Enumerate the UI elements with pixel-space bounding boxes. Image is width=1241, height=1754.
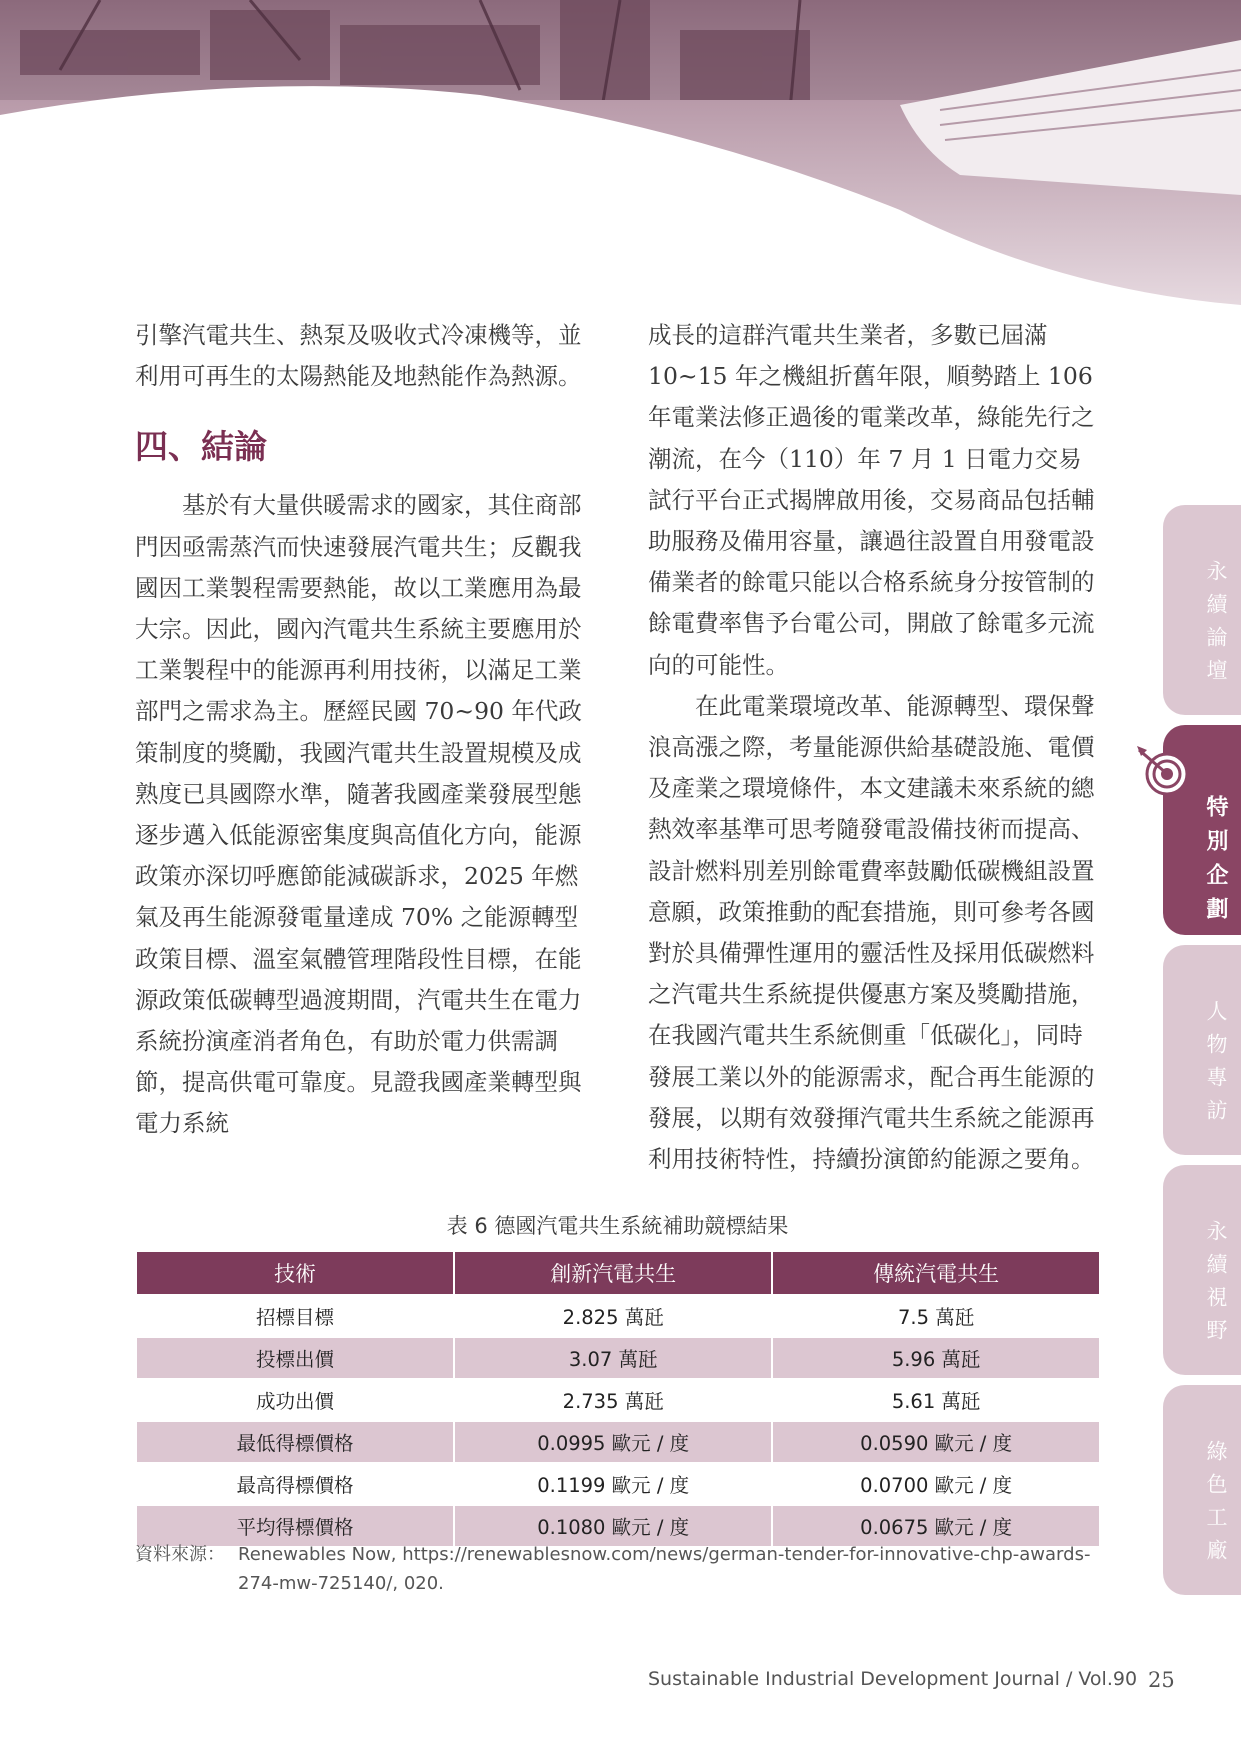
table-source [135,1540,1115,1598]
table-cell: 0.1080 歐元 / 度 [455,1506,771,1546]
table-cell: 平均得標價格 [137,1506,453,1546]
right-paragraph-2: 在此電業環境改革、能源轉型、環保聲浪高漲之際，考量能源供給基礎設施、電價及產業之環境條件，本文建議未來系統的總熱效率基準可思考隨發電設備技術而提高、設計燃料別差別餘電費率鼓勵低碳機組設置意願，政策推動的配套措施，則可參考各國對於具備彈性運用的靈活性及採用低碳燃料之汽電共生系統提供優惠方案及獎勵措施，在我國汽電共生系統側重「低碳化」，同時發展工業以外的能源需求，配合再生能源的發展，以期有效發揮汽電共生系統之能源再利用技術特性，持續扮演節約能源之要角。 [648,691,1095,1174]
table-cell: 0.1199 歐元 / 度 [537,1474,690,1497]
table-row [137,1380,1099,1420]
side-tab-forum[interactable]: 永續論壇 [1163,505,1241,715]
table-cell: 最低得標價格 [137,1422,453,1462]
left-paragraph-2: 基於有大量供暖需求的國家，其住商部門因亟需蒸汽而快速發展汽電共生；反觀我國因工業製程需要熱能，故以工業應用為最大宗。因此，國內汽電共生系統主要應用於工業製程中的能源再利用技術，以滿足工業部門之需求為主。歷經民國 70~90 年代政策制度的獎勵，我國汽電共生設置規模及成熟度已具國際水準，隨著我國產業發展型態逐步邁入低能源密集度與高值化方向，能源政策亦深切呼應節能減碳訴求，2025 年燃氣及再生能源發電量達成 70% 之能源轉型政策目標、溫室氣體管理階段性目標，在能源政策低碳轉型過渡期間，汽電共生在電力系統扮演產消者角色，有助於電力供需調節，提高供電可靠度。見證我國產業轉型與電力系統 [135,491,582,1138]
table-caption: 表 6 德國汽電共生系統補助競標結果 [446,1214,789,1238]
left-column [135,315,590,1145]
table-cell: 招標目標 [256,1306,335,1329]
table-cell: 2.825 萬瓩 [562,1306,664,1329]
source-text: Renewables Now, https://renewablesnow.com/news/german-tender-for-innovative-chp-awards-274-mw-725140/, 020. [238,1544,1091,1594]
right-paragraph-1: 成長的這群汽電共生業者，多數已屆滿 10~15 年之機組折舊年限，順勢踏上 106 年電業法修正過後的電業改革，綠能先行之潮流，在今（110）年 7 月 1 日電力交易試行平台正式揭牌啟用後，交易商品包括輔助服務及備用容量，讓過往設置自用發電設備業者的餘電只能以合格系統身分按管制的餘電費率售予台電公司，開啟了餘電多元流向的可能性。 [648,321,1095,679]
table-cell: 最高得標價格 [236,1474,354,1497]
source-label: 資料來源： [135,1544,225,1565]
table-cell: 0.0675 歐元 / 度 [773,1506,1099,1546]
table-cell: 7.5 萬瓩 [898,1306,975,1329]
header-technology: 技術 [137,1252,453,1294]
table-cell: 5.61 萬瓩 [891,1390,981,1413]
table-row [137,1296,1099,1336]
table-cell: 2.735 萬瓩 [562,1390,664,1413]
table-cell: 0.0700 歐元 / 度 [860,1474,1013,1497]
results-table [135,1250,1101,1548]
side-tab-interview[interactable]: 人物專訪 [1163,945,1241,1155]
table-cell: 0.0590 歐元 / 度 [773,1422,1099,1462]
side-tab-special-feature[interactable]: 特別企劃 [1163,725,1241,935]
header-conventional-chp: 傳統汽電共生 [773,1252,1099,1294]
table-cell: 3.07 萬瓩 [455,1338,771,1378]
side-tab-green-factory[interactable]: 綠色工廠 [1163,1385,1241,1595]
page-number: 25 [1148,1668,1175,1692]
table-cell: 5.96 萬瓩 [773,1338,1099,1378]
left-paragraph-1: 引擎汽電共生、熱泵及吸收式冷凍機等，並利用可再生的太陽熱能及地熱能作為熱源。 [135,321,582,391]
header-port-image [0,0,1241,320]
target-icon [1133,742,1195,804]
right-column [648,315,1103,1180]
side-tab-vision[interactable]: 永續視野 [1163,1165,1241,1375]
table-cell: 0.0995 歐元 / 度 [455,1422,771,1462]
table-header-row [137,1252,1099,1294]
table-cell: 成功出價 [256,1390,335,1413]
table-row [137,1338,1099,1378]
table-row [137,1464,1099,1504]
header-innovative-chp: 創新汽電共生 [455,1252,771,1294]
table-row [137,1422,1099,1462]
journal-name: Sustainable Industrial Development Journal / Vol.90 [648,1668,1138,1690]
table-cell: 投標出價 [137,1338,453,1378]
section-heading: 四、結論 [135,427,267,467]
